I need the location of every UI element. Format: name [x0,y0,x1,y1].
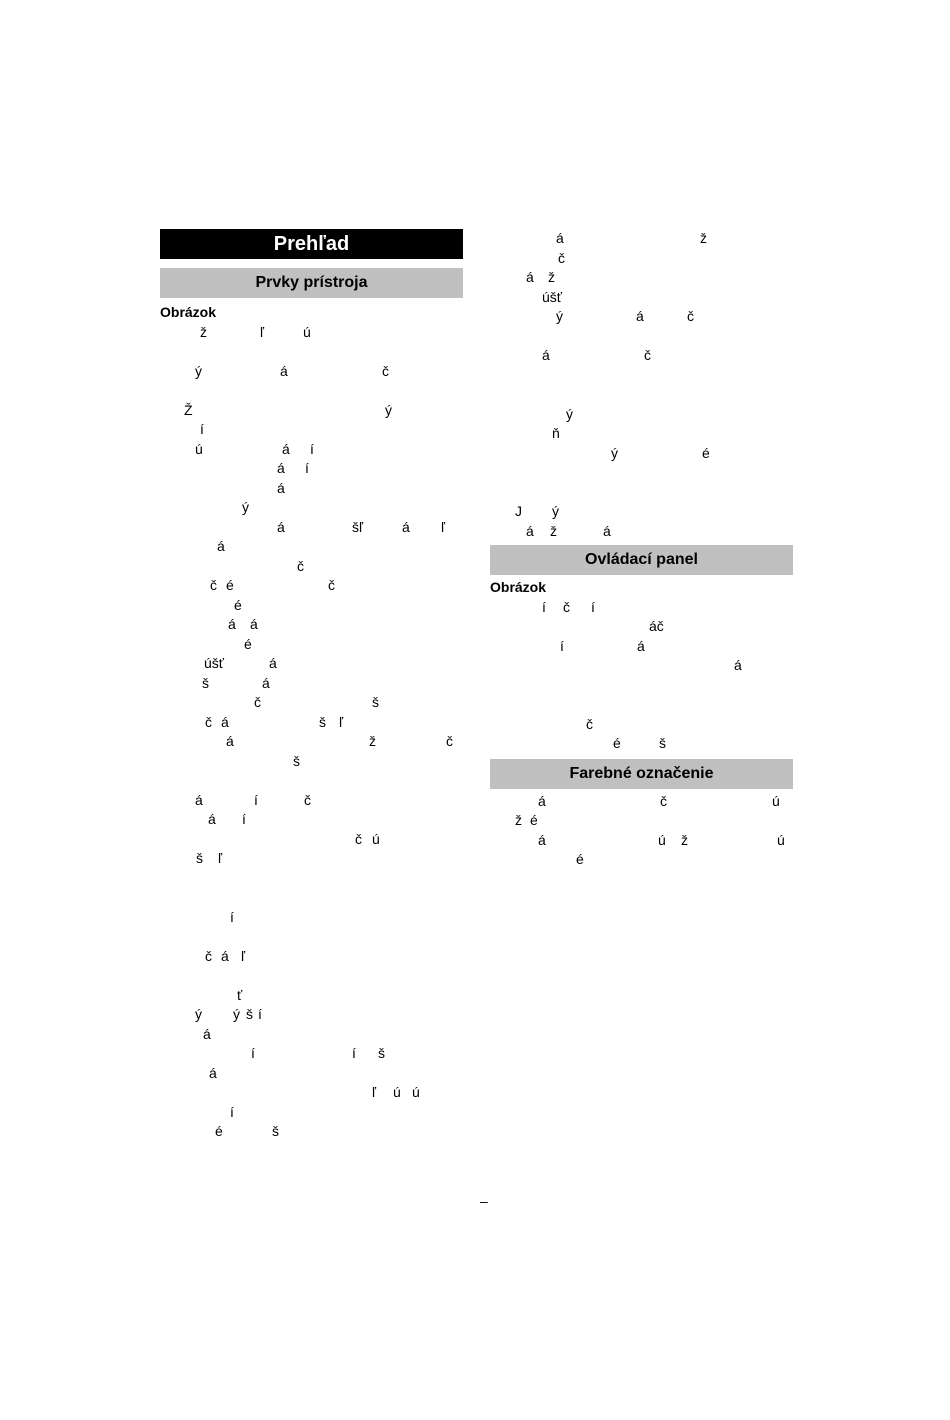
text-fragment: á [208,811,216,827]
text-line [490,617,793,637]
text-fragment: á [538,792,546,809]
text-fragment: ť [237,986,243,1003]
text-line [160,849,463,869]
text-fragment: č [355,830,362,847]
text-fragment: á [269,655,277,671]
text-fragment: á [221,713,229,730]
text-fragment: áč [649,618,664,634]
text-fragment: ú [412,1084,420,1100]
text-fragment: á [217,538,225,554]
text-fragment: á [636,308,644,324]
text-line [160,1083,463,1103]
text-fragment: á [526,269,534,285]
text-fragment: č [210,577,217,593]
text-line [160,966,463,986]
text-fragment: ú [195,440,203,457]
text-fragment: í [352,1045,356,1061]
text-fragment: š [272,1123,279,1139]
text-fragment: á [277,518,285,535]
section-heading-color-coding: Farebné označenie [490,759,793,789]
text-line [160,1122,463,1142]
text-fragment: ľ [372,1084,377,1100]
text-line [490,346,793,366]
text-fragment: ú [303,323,311,340]
text-fragment: á [538,831,546,848]
text-line [490,598,793,618]
text-fragment: ý [385,401,392,418]
text-fragment: š [372,694,379,710]
text-fragment: ú [658,831,666,848]
text-fragment: í [591,598,595,615]
text-line [160,459,463,479]
text-fragment: ý [233,1006,240,1022]
text-fragment: č [304,791,311,808]
text-line [490,444,793,464]
text-line [490,424,793,444]
text-line [160,674,463,694]
text-line [160,908,463,928]
text-line [160,440,463,460]
text-fragment: á [277,460,285,476]
text-line [490,307,793,327]
text-fragment: č [563,598,570,615]
text-fragment: š [196,850,203,866]
text-fragment: í [542,598,546,615]
text-fragment: č [297,557,304,574]
text-fragment: á [542,347,550,363]
text-line [490,656,793,676]
text-fragment: í [305,460,309,476]
text-fragment: á [226,733,234,749]
text-fragment: í [258,1006,262,1022]
text-fragment: á [195,791,203,808]
text-line [160,1005,463,1025]
text-fragment: í [230,1103,234,1120]
text-line [490,502,793,522]
text-line [490,831,793,851]
text-line [160,401,463,421]
text-fragment: í [242,811,246,827]
text-line [160,1044,463,1064]
text-fragment: á [402,518,410,535]
text-line [490,385,793,405]
text-line [160,479,463,499]
text-line [490,366,793,386]
text-fragment: á [203,1025,211,1042]
text-fragment: č [687,308,694,324]
text-line [160,596,463,616]
left-text-lines [160,323,463,1142]
text-line [490,637,793,657]
text-fragment: š [319,713,326,730]
text-fragment: á [556,230,564,246]
text-fragment: á [221,947,229,964]
text-fragment: č [586,715,593,732]
text-line [160,635,463,655]
text-line [490,850,793,870]
color-coding-text-lines [490,792,793,870]
text-fragment: í [310,440,314,457]
text-fragment: č [205,947,212,964]
text-fragment: í [230,908,234,925]
text-fragment: ž [550,522,557,539]
text-fragment: é [244,635,252,652]
text-line [490,522,793,542]
text-line [160,420,463,440]
text-fragment: ý [556,308,563,324]
text-line [160,713,463,733]
page-footer-dash: – [480,1193,488,1209]
text-fragment: í [251,1045,255,1061]
text-fragment: Ž [184,401,193,418]
text-fragment: ú [393,1084,401,1100]
text-fragment: á [228,616,236,632]
text-fragment: á [734,657,742,673]
text-line [160,810,463,830]
text-line [160,1025,463,1045]
text-fragment: ú [372,830,380,847]
section-heading-device-elements: Prvky prístroja [160,268,463,298]
text-fragment: š [378,1045,385,1061]
text-line [160,323,463,343]
text-fragment: úšť [542,288,563,305]
text-fragment: ľ [218,850,223,866]
text-fragment: šľ [352,518,364,535]
text-line [160,342,463,362]
text-fragment: í [200,421,204,437]
text-line [160,986,463,1006]
text-line [490,463,793,483]
page-title: Prehľad [160,229,463,259]
text-fragment: č [446,733,453,749]
text-line [160,557,463,577]
text-fragment: é [530,812,538,828]
text-fragment: ž [700,230,707,246]
text-fragment: č [328,577,335,593]
text-fragment: ý [552,503,559,519]
text-line [490,249,793,269]
text-line [160,576,463,596]
control-panel-text-lines [490,598,793,754]
text-fragment: ľ [441,518,446,535]
text-fragment: ý [195,362,202,379]
text-line [160,791,463,811]
text-fragment: é [613,735,621,751]
text-fragment: úšť [204,655,225,671]
text-line [490,792,793,812]
text-line [490,483,793,503]
text-fragment: š [202,674,209,691]
text-line [160,888,463,908]
text-fragment: é [215,1123,223,1139]
text-line [160,771,463,791]
text-fragment: ľ [241,947,246,964]
text-fragment: á [526,522,534,539]
text-line [160,537,463,557]
text-fragment: á [277,479,285,496]
text-fragment: ň [552,425,560,441]
text-fragment: é [702,444,710,461]
text-fragment: á [209,1064,217,1081]
left-column [160,229,463,1142]
text-fragment: á [603,522,611,539]
text-line [160,518,463,538]
text-line [160,947,463,967]
text-fragment: č [205,713,212,730]
text-line [160,362,463,382]
text-line [160,654,463,674]
right-text-lines [490,229,793,541]
text-fragment: č [254,694,261,710]
text-fragment: ý [611,444,618,461]
text-fragment: á [280,362,288,379]
text-line [490,811,793,831]
text-fragment: í [560,637,564,654]
text-fragment: č [558,249,565,266]
text-fragment: ľ [339,713,344,730]
text-fragment: č [382,362,389,379]
text-fragment: ž [200,323,207,340]
text-fragment: ú [772,792,780,809]
section-heading-control-panel: Ovládací panel [490,545,793,575]
text-fragment: ľ [260,323,265,340]
text-fragment: š [293,752,300,769]
text-line [490,695,793,715]
text-fragment: J [515,503,522,519]
text-line [160,1064,463,1084]
text-fragment: ž [369,733,376,749]
figure-label: Obrázok [160,304,217,320]
text-line [490,676,793,696]
text-fragment: č [644,347,651,363]
text-fragment: á [250,616,258,632]
text-line [160,732,463,752]
text-line [160,869,463,889]
text-fragment: á [282,440,290,457]
text-fragment: á [262,674,270,691]
text-fragment: č [660,792,667,809]
text-line [160,927,463,947]
text-line [160,381,463,401]
text-line [160,830,463,850]
text-fragment: ú [777,831,785,848]
text-fragment: é [226,577,234,593]
text-line [160,1103,463,1123]
figure-label-2: Obrázok [490,579,547,595]
text-fragment: š [659,735,666,751]
text-fragment: ý [195,1006,202,1022]
text-line [160,693,463,713]
text-line [490,288,793,308]
text-fragment: é [234,596,242,613]
right-column [490,229,793,870]
text-fragment: ý [242,499,249,515]
text-fragment: š [246,1006,253,1022]
text-fragment: á [637,637,645,654]
text-fragment: é [576,851,584,867]
text-fragment: ž [681,831,688,848]
text-fragment: ž [515,812,522,828]
text-line [160,752,463,772]
text-fragment: ž [548,269,555,285]
text-fragment: ý [566,405,573,422]
text-line [490,734,793,754]
text-line [490,229,793,249]
text-fragment: í [254,791,258,808]
text-line [490,715,793,735]
text-line [490,405,793,425]
text-line [160,498,463,518]
text-line [490,268,793,288]
text-line [160,615,463,635]
text-line [490,327,793,347]
